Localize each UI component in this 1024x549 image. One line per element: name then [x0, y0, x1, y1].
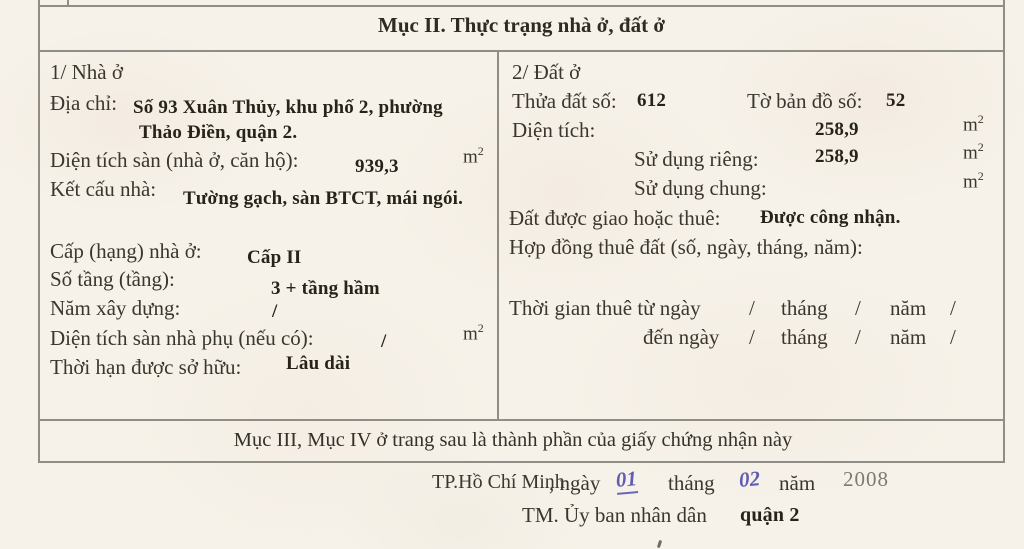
lease-to-slash2: / — [855, 325, 861, 349]
land-private-use-unit — [963, 140, 984, 164]
section-title: Mục II. Thực trạng nhà ở, đất ở — [378, 13, 665, 37]
land-map-sheet-value: 52 — [886, 90, 906, 111]
unit-exponent: 2 — [977, 169, 984, 183]
land-area-label: Diện tích: — [512, 118, 596, 142]
house-grade-value: Cấp II — [247, 247, 302, 268]
land-heading: 2/ Đất ở — [512, 60, 581, 84]
land-allocation-label: Đất được giao hoặc thuê: — [509, 206, 721, 230]
house-address-label: Địa chỉ: — [50, 91, 118, 115]
unit-exponent: 2 — [477, 321, 484, 335]
unit-base: m — [463, 323, 478, 345]
signature-month-handwritten: 02 — [737, 466, 761, 492]
land-shared-use-label: Sử dụng chung: — [634, 176, 767, 200]
unit-base: m — [963, 171, 978, 193]
signature-authority-value: quận 2 — [740, 504, 800, 526]
signature-authority-label: TM. Ủy ban nhân dân — [522, 503, 707, 527]
land-allocation-value: Được công nhận. — [760, 207, 901, 228]
house-floors-value: 3 + tầng hầm — [271, 278, 380, 299]
rule-top — [38, 5, 1005, 7]
rule-outer-bottom — [38, 461, 1005, 463]
house-aux-area-value: / — [381, 331, 387, 352]
house-floor-area-value: 939,3 — [355, 156, 399, 177]
lease-from-label: Thời gian thuê từ ngày — [509, 296, 701, 320]
lease-from-year-label: năm — [890, 296, 927, 320]
unit-base: m — [463, 146, 478, 168]
land-shared-use-unit — [963, 169, 984, 193]
lease-to-year-label: năm — [890, 325, 927, 349]
house-aux-area-label: Diện tích sàn nhà phụ (nếu có): — [50, 326, 314, 350]
signature-place: TP.Hồ Chí Minh — [432, 471, 565, 493]
lease-to-slash1: / — [749, 325, 755, 349]
land-area-value: 258,9 — [815, 119, 859, 140]
lease-from-slash1: / — [749, 296, 755, 320]
house-floor-area-unit — [463, 144, 484, 168]
land-parcel-value: 612 — [637, 90, 667, 111]
unit-exponent: 2 — [977, 140, 984, 154]
outer-border-left — [38, 0, 40, 463]
signature-month-label: tháng — [668, 471, 715, 495]
lease-from-month-label: tháng — [781, 296, 828, 320]
land-area-unit — [963, 112, 984, 136]
signature-year-printed: 2008 — [843, 467, 889, 491]
house-heading: 1/ Nhà ở — [50, 60, 123, 84]
rule-note-top — [38, 419, 1005, 421]
unit-base: m — [963, 142, 978, 164]
house-floors-label: Số tầng (tầng): — [50, 267, 175, 291]
unit-exponent: 2 — [977, 112, 984, 126]
lease-to-month-label: tháng — [781, 325, 828, 349]
page-bottom-mark — [657, 540, 662, 549]
house-tenure-label: Thời hạn được sở hữu: — [50, 355, 242, 379]
column-divider — [497, 50, 499, 421]
house-structure-label: Kết cấu nhà: — [50, 177, 157, 201]
house-address-value-line2: Thảo Điền, quận 2. — [139, 122, 298, 143]
house-year-built-value: / — [272, 301, 278, 322]
house-structure-value: Tường gạch, sàn BTCT, mái ngói. — [183, 188, 464, 209]
house-year-built-label: Năm xây dựng: — [50, 296, 181, 320]
lease-to-label: đến ngày — [643, 325, 720, 349]
land-parcel-label: Thửa đất số: — [512, 89, 617, 113]
signature-day-handwritten: 01 — [615, 466, 638, 495]
house-tenure-value: Lâu dài — [286, 353, 351, 374]
land-lease-contract-label: Hợp đồng thuê đất (số, ngày, tháng, năm): — [509, 235, 863, 259]
unit-exponent: 2 — [477, 144, 484, 158]
signature-day-label: , ngày — [549, 471, 601, 495]
house-grade-label: Cấp (hạng) nhà ở: — [50, 239, 202, 263]
rule-title-bottom — [38, 50, 1005, 52]
lease-from-slash2: / — [855, 296, 861, 320]
land-map-sheet-label: Tờ bản đồ số: — [747, 89, 863, 113]
outer-border-right — [1003, 0, 1005, 463]
lease-to-slash3: / — [950, 325, 956, 349]
land-private-use-label: Sử dụng riêng: — [634, 147, 759, 171]
house-floor-area-label: Diện tích sàn (nhà ở, căn hộ): — [50, 148, 299, 172]
house-address-value-line1: Số 93 Xuân Thủy, khu phố 2, phường — [133, 97, 443, 118]
unit-base: m — [963, 114, 978, 136]
house-aux-area-unit — [463, 321, 484, 345]
signature-year-label: năm — [779, 471, 816, 495]
lease-from-slash3: / — [950, 296, 956, 320]
land-private-use-value: 258,9 — [815, 146, 859, 167]
footer-note: Mục III, Mục IV ở trang sau là thành phần của giấy chứng nhận này — [233, 429, 793, 451]
